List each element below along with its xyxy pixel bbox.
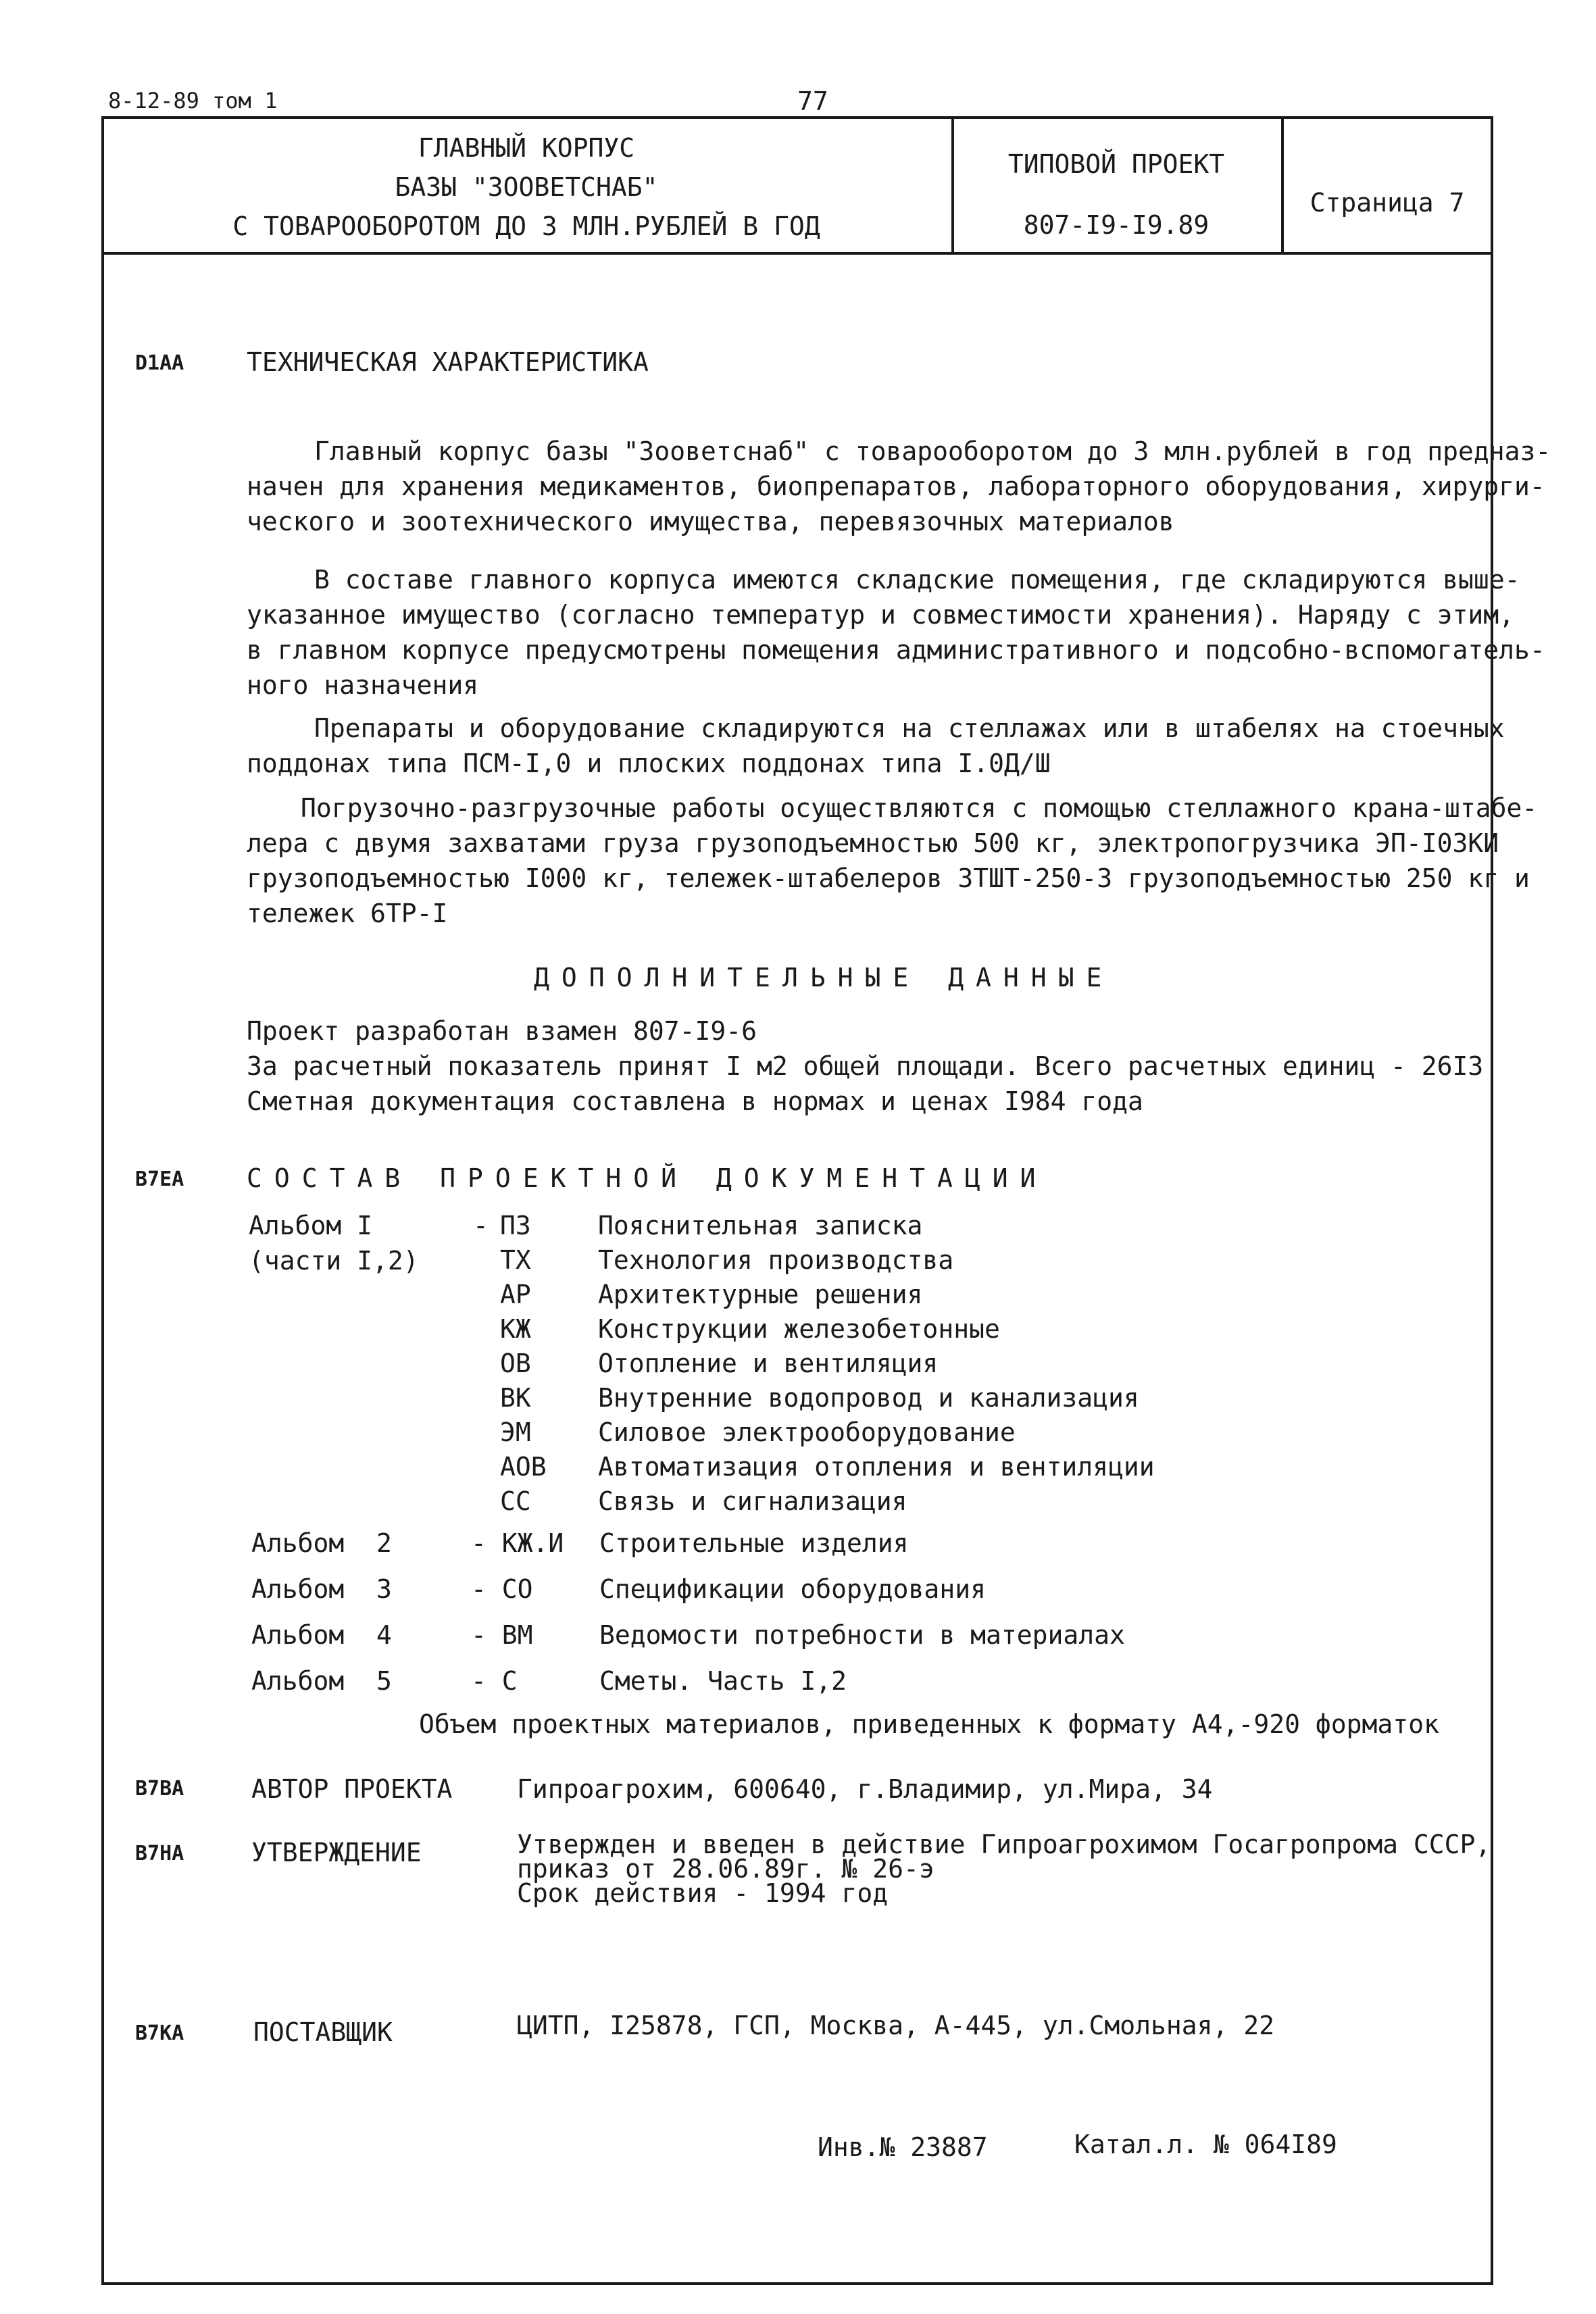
extra-data — [247, 1013, 1483, 1119]
volume-note: Объем проектных материалов, приведенных к формату А4,-920 форматок — [419, 1709, 1439, 1739]
tech-paragraph-2 — [247, 562, 1545, 703]
extra-heading: ДОПОЛНИТЕЛЬНЫЕ ДАННЫЕ — [534, 963, 1114, 992]
approval-label: УТВЕРЖДЕНИЕ — [251, 1838, 422, 1867]
sheet-page-label: Страница 7 — [1310, 188, 1465, 218]
supplier-value: ЦИТП, I25878, ГСП, Москва, А-445, ул.Смольная, 22 — [517, 2011, 1275, 2040]
list-item: АР Архитектурные решения — [500, 1280, 923, 1309]
supplier-label: ПОСТАВЩИК — [253, 2017, 393, 2047]
tech-paragraph-1 — [247, 434, 1551, 539]
list-item: Альбом 2 - КЖ.И Строительные изделия — [251, 1528, 909, 1558]
paragraph-line: Препараты и оборудование складируются на стеллажах или в штабелях на стоечных — [314, 713, 1505, 743]
paragraph-line: лера с двумя захватами груза грузоподъемностью 500 кг, электропогрузчика ЭП-I03КИ — [247, 828, 1499, 858]
list-item: ЭМ Силовое электрооборудование — [500, 1417, 1016, 1447]
approval-line: Срок действия - 1994 год — [517, 1878, 889, 1908]
approval-line: Утвержден и введен в действие Гипроагрохимом Госагропрома СССР, — [517, 1830, 1491, 1859]
approval-section-code: B7HA — [135, 1842, 184, 1865]
list-item: Альбом 4 - ВМ Ведомости потребности в материалах — [251, 1620, 1125, 1650]
project-type-label: ТИПОВОЙ ПРОЕКТ — [1007, 149, 1225, 179]
composition-section-code: B7EA — [135, 1167, 184, 1191]
list-item: ТХ Технология производства — [500, 1245, 954, 1275]
inventory-number: Инв.№ 23887 — [818, 2132, 988, 2162]
volume-mark: 8-12-89 том 1 — [108, 88, 278, 114]
album-1-parts: (части I,2) — [249, 1246, 419, 1276]
catalog-number: Катал.л. № 064I89 — [1074, 2130, 1337, 2159]
title-line-2: БАЗЫ "ЗООВЕТСНАБ" — [395, 172, 658, 202]
extra-line: Сметная документация составлена в нормах и ценах I984 года — [247, 1086, 1143, 1116]
title-divider-2 — [1281, 116, 1284, 255]
list-item: ВК Внутренние водопровод и канализация — [500, 1383, 1139, 1413]
supplier-section-code: B7KA — [135, 2021, 184, 2045]
paragraph-line: указанное имущество (согласно температур и совместимости хранения). Наряду с этим, — [247, 600, 1514, 630]
project-type-block — [954, 134, 1278, 255]
author-section-code: B7BA — [135, 1777, 184, 1801]
list-item: ОВ Отопление и вентиляция — [500, 1349, 939, 1378]
paragraph-line: Главный корпус базы "Зооветснаб" с товарооборотом до 3 млн.рублей в год предназ- — [314, 436, 1551, 466]
paragraph-line: Погрузочно-разгрузочные работы осуществляются с помощью стеллажного крана-штабе- — [301, 793, 1538, 823]
extra-line: Проект разработан взамен 807-I9-6 — [247, 1016, 757, 1046]
album-1-list — [473, 1211, 1155, 1521]
album-1-label: Альбом I — [249, 1211, 373, 1240]
title-line-1: ГЛАВНЫЙ КОРПУС — [418, 133, 635, 163]
project-number: 807-I9-I9.89 — [1023, 210, 1210, 240]
paragraph-line: ного назначения — [247, 670, 479, 700]
approval-text — [517, 1830, 1491, 1908]
list-item: - ПЗ Пояснительная записка — [473, 1211, 923, 1240]
tech-paragraph-3 — [247, 711, 1505, 781]
paragraph-line: тележек 6ТР-I — [247, 899, 448, 928]
document-title — [104, 128, 949, 246]
list-item: Альбом 5 - С Сметы. Часть I,2 — [251, 1666, 847, 1696]
author-label: АВТОР ПРОЕКТА — [251, 1774, 453, 1804]
title-line-3: С ТОВАРООБОРОТОМ ДО 3 МЛН.РУБЛЕЙ В ГОД — [232, 211, 820, 241]
paragraph-line: в главном корпусе предусмотрены помещения административного и подсобно-вспомогатель- — [247, 635, 1545, 665]
list-item: АОВ Автоматизация отопления и вентиляции — [500, 1452, 1155, 1482]
paragraph-line: грузоподъемностью I000 кг, тележек-штабелеров ЗТШТ-250-3 грузоподъемностью 250 кг и — [247, 863, 1530, 893]
list-item: Альбом 3 - СО Спецификации оборудования — [251, 1574, 986, 1604]
list-item: СС Связь и сигнализация — [500, 1486, 907, 1516]
paragraph-line: ческого и зоотехнического имущества, перевязочных материалов — [247, 507, 1174, 536]
extra-line: За расчетный показатель принят I м2 общей площади. Всего расчетных единиц - 26I3 — [247, 1051, 1484, 1081]
approval-line: приказ от 28.06.89г. № 26-э — [517, 1854, 934, 1884]
tech-section-code: D1AA — [135, 351, 184, 375]
author-value: Гипроагрохим, 600640, г.Владимир, ул.Мира, 34 — [517, 1774, 1213, 1804]
page-number: 77 — [797, 86, 828, 116]
paragraph-line: В составе главного корпуса имеются складские помещения, где складируются выше- — [314, 565, 1520, 595]
list-item: КЖ Конструкции железобетонные — [500, 1314, 1000, 1344]
tech-paragraph-4 — [247, 790, 1537, 931]
composition-heading: СОСТАВ ПРОЕКТНОЙ ДОКУМЕНТАЦИИ — [247, 1163, 1048, 1193]
paragraph-line: поддонах типа ПСМ-I,0 и плоских поддонах типа I.0Д/Ш — [247, 749, 1051, 778]
paragraph-line: начен для хранения медикаментов, биопрепаратов, лабораторного оборудования, хирурги- — [247, 472, 1545, 501]
album-list — [251, 1528, 1125, 1712]
tech-heading: ТЕХНИЧЕСКАЯ ХАРАКТЕРИСТИКА — [247, 347, 649, 377]
